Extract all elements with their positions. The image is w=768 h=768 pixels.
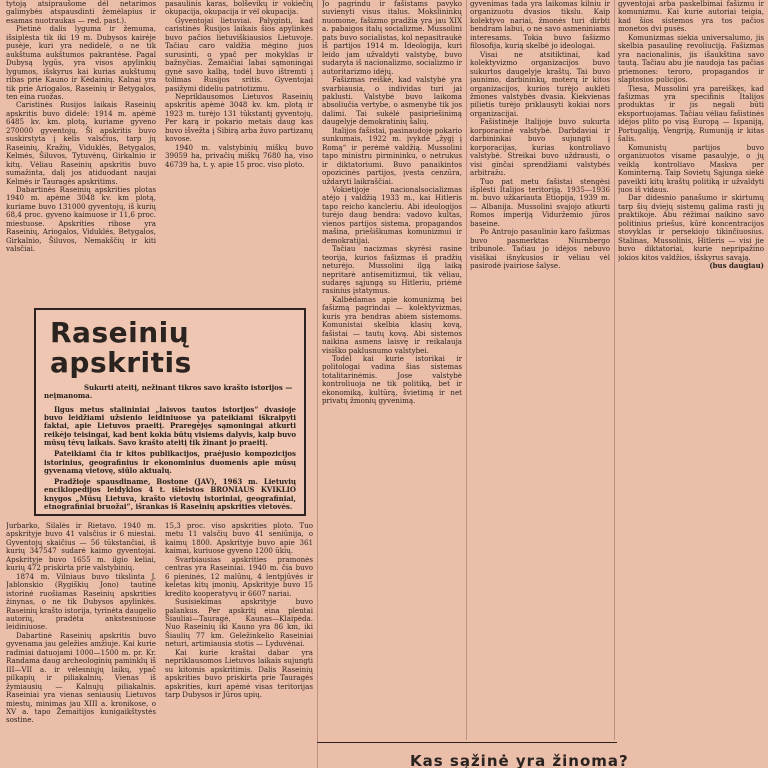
footer-headline: Kas sąžinė yra žinoma? — [410, 752, 629, 768]
paragraph: Gyventojai lietuviai. Palyginti, kad caristinės Rusijos laikais šios apylinkės buvo pačios lietuviškiausios Lietuvoje. Tačiau caro valdžia mėgino juos surusinti, o ypač per mokyklas ir bažnyčias. Žemaičiai labai sąmoningai gynė savo kalbą, todėl buvo ištremti į tolimas Rusijos sritis. Gyventojai pasižymi dideliu patriotizmu. — [165, 15, 313, 93]
box-paragraph: Ilgus metus stalininiai „laisvos tautos istorijos“ dvasioje buvo leidžiami užsienio leidiniuose ya pateikiami iškraipyti faktai, apie Lietuvos praeitį. Praregėjęs sąmoningai atkurti reikėjo teisingai, kad bent kokia būtų visiems dalyvis, kaip buvo mūsų tėvų laikais. Savo krašto ateitį tik žinant jo praeitį. — [44, 404, 296, 447]
paragraph: Fašizmas reiškė, kad valstybė yra svarbiausia, o individas turi jai paklusti. Valstybė buvo laikoma absoliučia vertybe, o asmenybė tik jos dalimi. Tai sukėlė pasipriešinimą daugelyje demokratinių šalių. — [322, 75, 462, 127]
column-5 — [618, 0, 764, 740]
paragraph: 1940 m. valstybinių miškų buvo 39059 ha, privačių miškų 7680 ha, viso 46739 ha, t. y. apie 15 proc. viso ploto. — [165, 142, 313, 169]
paragraph: Jurbarko, Šilalės ir Rietavo. 1940 m. apskrityje buvo 41 valsčius ir 6 miestai. Gyventojų skaičius — 56 tūkstančiai, iš kurių 347547 sudarė kaimo gyventojai. Apskrityje buvo 1655 m. ilgio keliai, kurių 472 priskirta prie valstybinių. — [6, 522, 156, 573]
paragraph: Susisiekimas apskrityje buvo palankus. Per apskritį eina plentai Šiauliai—Tauragė, Kaunas—Klaipėda. Nuo Raseinių iki Kauno yra 86 km, iki Šiaulių 77 km. Geležinkelio Raseiniai neturi, artimiausia stotis — Lyduvėnai. — [165, 597, 313, 649]
column-2-lower — [165, 522, 313, 768]
paragraph: Jo pagrindu ir fašistams pavyko suvienyti visus italus. Mokslininkų nuomone, fašizmo pradžia yra jau XIX a. pabaigos italų socializme. Mussolini pats buvo socialistas, kol nepasitraukė iš partijos 1914 m. Ideologija, kuri leido jam užvaldyti valstybę, buvo sudaryta iš nacionalizmo, socializmo ir autoritarizmo idėjų. — [322, 0, 462, 76]
paragraph: Dar didesnio panašumo ir skirtumų tarp šių dviejų sistemų galima rasti jų praktikoje. Abu rėžimai naikino savo politinius priešus, kūrė koncentracijos stovyklas ir persekiojo tikinčiuosius. Stalinas, Mussolinis, Hitleris — visi jie buvo diktatoriai, kurie nepripažino jokios kitos valdžios, išskyrus savąją. — [618, 193, 764, 262]
paragraph: Pietinė dalis lyguma ir žemuma, išsiplėsta tik iki 19 m. Dubysos kairėje pusėje, kuri yra nedidelė, o ne tik aukštuma aukštumos pakrantėse. Pagal Dubysą lygūs, yra visos apylinkių lygumos, išskyrus kai kurias aukštumų ribas prie Kauno ir Kėdainių. Kalnai yra tik prie Ariogalos, Raseinių ir Betygalos, ten eina ruožas. — [6, 24, 156, 101]
paragraph: pasaulinis karas, bolševikų ir vokiečių okupacija, okupacija ir vėl okupacija. — [165, 0, 313, 17]
paragraph: Kalbėdamas apie komunizmą bei fašizmą pagrindai — kolektyvizmas, kuris yra bendras abiem sistemoms. Komunistai skelbia klasių kovą, fašistai — tautų kovą. Abi sistemos naikina asmens laisvę ir reikalauja visiško paklusnumo valstybei. — [322, 294, 462, 355]
box-subtitle: Sukurti ateitį, nežinant tikros savo krašto istorijos — neįmanoma. — [44, 383, 293, 401]
paragraph: Vokietijoje nacionalsocializmas atėjo į valdžią 1933 m., kai Hitleris tapo reicho kancleriu. Abi ideologijos turėjo daug bendra: vadovo kultas, vienos partijos sistema, propagandos mašina, priešiškumas komunizmui ir demokratijai. — [322, 184, 462, 245]
column-divider — [466, 0, 467, 740]
article-box-raseiniu-apskritis — [34, 308, 306, 516]
column-4 — [470, 0, 610, 740]
box-paragraph: Pradžioje spausdiname, Bostone (JAV), 1963 m. Lietuvių enciklopedijos leidyklos 4 t. išleistos BRONIAUS KVIKLIO knygos „Mūsų Lietuva, krašto vietovių istoriniai, geografiniai, etnografiniai bruožai“, išrankas iš Raseinių apskrities vietovės. — [44, 477, 296, 512]
paragraph: Tuo pat metu fašistai stengėsi išplėsti Italijos teritoriją. 1935—1936 m. buvo užkariauta Etiopija, 1939 m. — Albanija. Mussolini svajojo atkurti Romos imperiją Viduržemio jūros baseine. — [470, 176, 610, 228]
paragraph: Svarbiausias apskrities pramonės centras yra Raseiniai. 1940 m. čia buvo 6 pieninės, 12 malūnų, 4 lentpjūvės ir keletas kitų įmonių. Apskrityje buvo 15 kredito kooperatyvų ir 6607 nariai. — [165, 554, 313, 598]
column-3 — [322, 0, 462, 740]
paragraph: Dabartinės Raseinių apskrities plotas 1940 m. apėmė 3048 kv. km plotą, kuriame buvo 131000 gyventojų, iš kurių 68,4 proc. gyveno kaimuose ir 11,6 proc. miestuose. Apskrities ribose yra Raseinių, Ariogalos, Viduklės, Betygalos, Girkalnio, Šiluvos, Nemakščių ir kiti valsčiai. — [6, 184, 156, 254]
column-divider — [614, 0, 615, 740]
paragraph: Caristinės Rusijos laikais Raseinių apskritis buvo didelė: 1914 m. apėmė 6485 kv. km. plotą, kuriame gyveno 270000 gyventojų. Ši apskritis buvo suskirstyta į kelis valsčius, tarp jų Raseinių, Kražių, Viduklės, Betygalos, Kelmės, Šiluvos, Tytuvėnų, Girkalnio ir kitų. Vėliau Raseinių apskritis buvo sumažinta, dalį jos atiduodant naujai Kelmės ir Tauragės apskritims. — [6, 100, 156, 186]
paragraph: Po Antrojo pasaulinio karo fašizmas buvo pasmerktas Niurnbergo tribunole. Tačiau jo idėjos nebuvo visiškai išnykusios ir vėliau vėl pasirodė įvairiose šalyse. — [470, 227, 610, 271]
footer-rule — [317, 742, 617, 743]
box-title-line-1: Raseinių — [50, 316, 190, 349]
paragraph: tytoją atsipraušome dėl netarimos galimybės atspausdinti žemėlapius ir esamas nuotraukas — red. past.). — [6, 0, 156, 25]
paragraph: Fašistinėje Italijoje buvo sukurta korporacinė valstybė. Darbdaviai ir darbininkai buvo sujungti į korporacijas, kurias kontroliavo valstybė. Streikai buvo uždrausti, o visi ginčai sprendžiami valstybės arbitražu. — [470, 117, 610, 178]
paragraph: Tiesa, Mussolini yra pareiškęs, kad fašizmas yra specifinis Italijos produktas ir jis negali būti eksportuojamas. Tačiau vėliau fašistinės idėjos plito po visą Europą — Ispaniją, Portugaliją, Vengriją, Rumuniją ir kitas šalis. — [618, 83, 764, 144]
box-body — [44, 406, 296, 512]
paragraph: Visai ne atsitiktinai, kad kolektyvizmo organizacijos buvo sukurtos daugelyje kraštų. Tai buvo jaunimo, darbininkų, moterų ir kitos organizacijos, kurios turėjo auklėti žmones valstybės dvasia. Kiekvienas pilietis turėjo priklausyti kokiai nors organizacijai. — [470, 49, 610, 118]
box-paragraph: Pateikiami čia ir kitos publikacijos, praėjusio kompozicijos istorinius, geografinius ir ekonominius duomenis apie mūsų gyvenamą vietovę, siūlo aktualų. — [44, 449, 296, 475]
paragraph: Komunizmas siekia universalumo, jis skelbia pasaulinę revoliuciją. Fašizmas yra nacionalinis, jis išaukština savo tautą. Tačiau abu jie naudoja tas pačias priemones: teroro, propagandos ir slaptosios policijos. — [618, 32, 764, 85]
box-title — [50, 318, 296, 378]
paragraph: Tačiau nacizmas skyrėsi rasine teorija, kurios fašizmas iš pradžių neturėjo. Mussolini ilgą laiką nepritarė antisemitizmui, tik vėliau, sudaręs sąjungą su Hitleriu, priėmė rasinius įstatymus. — [322, 244, 462, 296]
column-1 — [6, 0, 156, 300]
paragraph: Komunistų partijos buvo organizuotos visame pasaulyje, o jų veiklą kontroliavo Maskva per Kominterną. Taip Sovietų Sąjunga siekė paveikti kitų kraštų politiką ir užvaldyti juos iš vidaus. — [618, 142, 764, 194]
continued-note: (bus daugiau) — [709, 261, 764, 271]
column-1-lower — [6, 522, 156, 768]
column-2 — [165, 0, 313, 300]
paragraph: Dabartinė Raseinių apskritis buvo gyvenama jau geležies amžiuje. Kai kurie radiniai datuojami 1000—1500 m. pr. Kr. Randama daug archeologinių paminklų iš III—VII a. ir vėlesniųjų laikų, ypač pilkapių ir piliakalnių. Vienas iš žymiausių — Kalnujų piliakalnis. Raseiniai yra vienas seniausių Lietuvos miestų, minimas jau XIII a. kronikose, o XV a. tapo Žemaitijos kunigaikštystės sostine. — [6, 630, 156, 725]
paragraph: Kai kurie kraštai dabar yra nepriklausomos Lietuvos laikais sujungti su kitomis apskritimis. Dalis Raseinių apskrities buvo priskirta prie Tauragės apskrities, kuri apėmė visas teritorijas tarp Dubysos ir Jūros upių. — [165, 647, 313, 700]
paragraph: 15,3 proc. viso apskrities ploto. Tuo metu 11 valsčių buvo 41 seniūnija, o kaimų 1800. Apskrityje buvo apie 361 kaimai, kuriuose gyveno 1200 ūkių. — [165, 522, 313, 556]
column-divider — [317, 0, 318, 768]
paragraph: gyvenimas tada yra laikomas kilniu ir organizuotu dvasios tikslu. Kaip kolektyvo nariai, žmonės turi dirbti bendram labui, o ne savo asmeniniams interesams. Tokia buvo fašizmo filosofija, kurią skelbė jo ideologai. — [470, 0, 610, 51]
paragraph: Italijos fašistai, pasinaudoję pokario sunkumais, 1922 m. įvykdė „žygį į Romą“ ir perėmė valdžią. Mussolini tapo ministru pirmininku, o netrukus ir diktatoriumi. Buvo panaikintos opozicinės partijos, įvesta cenzūra, uždaryti laikraščiai. — [322, 125, 462, 186]
box-title-line-2: apskritis — [50, 346, 192, 379]
paragraph: gyventojai arba paskelbimai fašizmu ir komunizmu. Kai kurie autoriai teigia, kad šios sistemos yra tos pačios monetos dvi pusės. — [618, 0, 764, 34]
paragraph: Todėl kai kurie istorikai ir politologai vadina šias sistemas totalitarinėmis. Jose valstybė kontroliuoja ne tik politiką, bet ir ekonomiką, kultūrą, švietimą ir net privatų žmonių gyvenimą. — [322, 354, 462, 406]
paragraph: Nepriklausomos Lietuvos Raseinių apskritis apėmė 3048 kv. km. plotą ir 1923 m. turėjo 131 tūkstantį gyventojų. Per karą ir pokario metais daug kas buvo išvežta į Sibirą arba žuvo partizanų kovose. — [165, 91, 313, 144]
paragraph: 1874 m. Vilniaus buvo tikslinta J. Jablonskio (Rygiškių Jono) tautinė istorinė ruošiamas Raseinių apskrities žinynas, o ne tik Dubysos apylinkės. Raseinių krašto istorija, tyrinėta daugelio autorių, pradėta ankstesniuose leidiniuose. — [6, 571, 156, 632]
